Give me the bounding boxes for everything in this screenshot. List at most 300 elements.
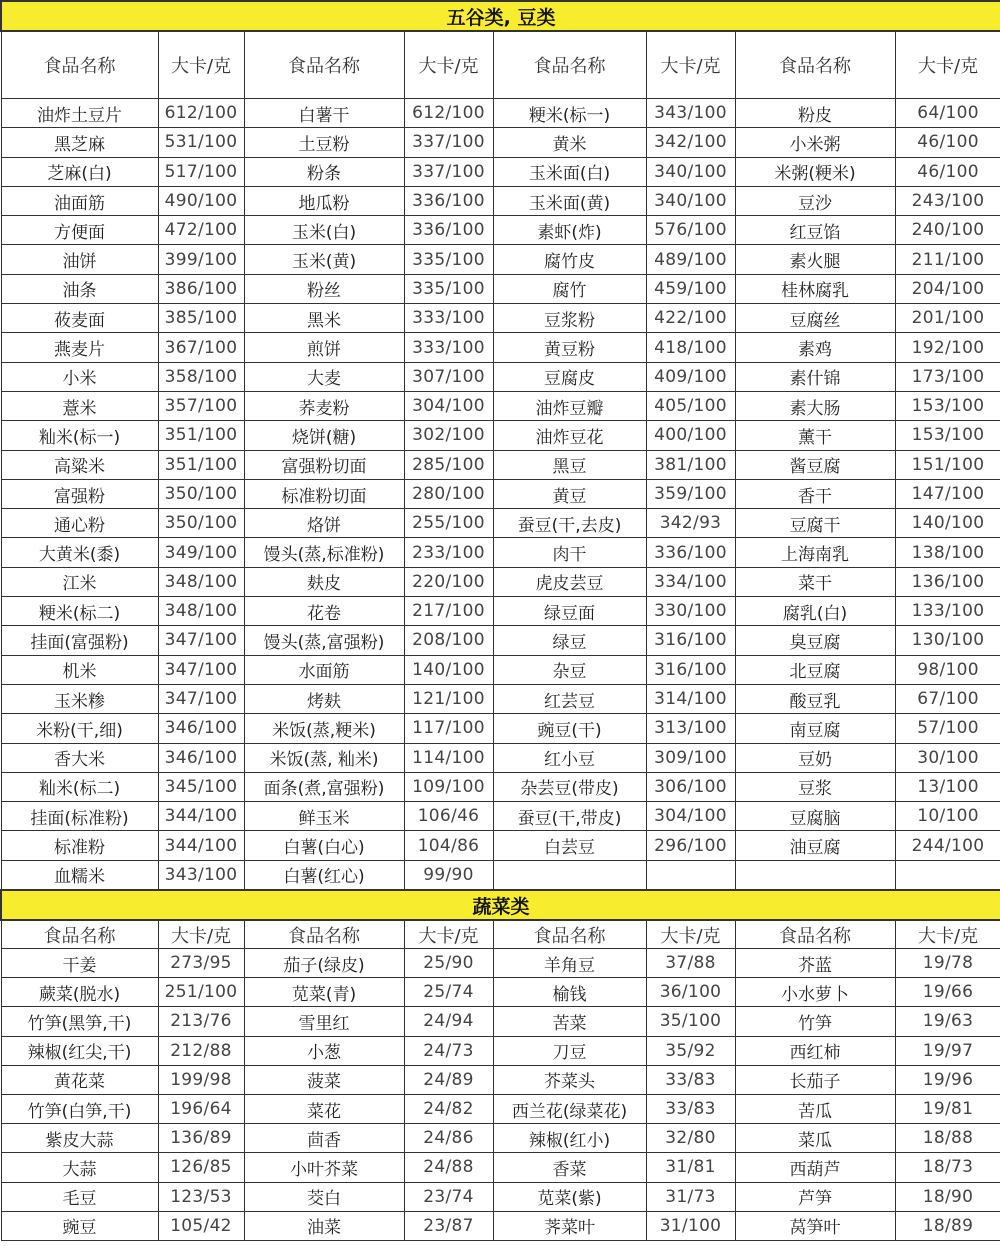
kcal-cell: 347/100 (158, 684, 244, 713)
food-name-cell: 茴香 (244, 1124, 404, 1153)
food-name-cell: 虎皮芸豆 (493, 567, 646, 596)
kcal-cell: 345/100 (158, 772, 244, 801)
food-name-cell: 素鸡 (735, 333, 895, 362)
kcal-cell: 273/95 (158, 949, 244, 978)
food-name-cell: 高粱米 (1, 450, 158, 479)
kcal-cell: 18/73 (895, 1153, 1000, 1182)
table-row (1, 597, 1000, 626)
kcal-cell: 109/100 (404, 772, 493, 801)
kcal-cell: 138/100 (895, 538, 1000, 567)
food-name-cell: 白薯干 (244, 99, 404, 128)
food-name-cell: 蚕豆(干,去皮) (493, 509, 646, 538)
food-name-cell: 雪里红 (244, 1007, 404, 1036)
table-row (1, 802, 1000, 831)
food-name-cell: 菜干 (735, 567, 895, 596)
kcal-cell: 136/89 (158, 1124, 244, 1153)
food-name-cell: 酸豆乳 (735, 684, 895, 713)
kcal-cell: 117/100 (404, 714, 493, 743)
food-name-cell: 小叶芥菜 (244, 1153, 404, 1182)
food-name-cell: 地瓜粉 (244, 186, 404, 215)
kcal-cell: 121/100 (404, 684, 493, 713)
food-name-cell: 荞麦粉 (244, 391, 404, 420)
food-name-cell: 绿豆 (493, 626, 646, 655)
table-row (1, 567, 1000, 596)
table-row (1, 1065, 1000, 1094)
kcal-cell: 336/100 (404, 186, 493, 215)
kcal-cell: 104/86 (404, 831, 493, 860)
table-row (1, 450, 1000, 479)
food-name-cell: 香干 (735, 479, 895, 508)
food-name-cell: 辣椒(红尖,干) (1, 1036, 158, 1065)
food-name-cell: 羊角豆 (493, 949, 646, 978)
kcal-cell: 217/100 (404, 597, 493, 626)
kcal-cell: 33/83 (646, 1094, 735, 1123)
food-name-cell: 豆腐丝 (735, 304, 895, 333)
header-kcal: 大卡/克 (646, 31, 735, 99)
food-name-cell: 小水萝卜 (735, 978, 895, 1007)
table-row (1, 99, 1000, 128)
kcal-cell: 309/100 (646, 743, 735, 772)
food-name-cell: 肉干 (493, 538, 646, 567)
kcal-cell: 23/87 (404, 1211, 493, 1240)
food-name-cell: 香菜 (493, 1153, 646, 1182)
food-name-cell: 机米 (1, 655, 158, 684)
food-name-cell: 大蒜 (1, 1153, 158, 1182)
kcal-cell: 255/100 (404, 509, 493, 538)
food-name-cell: 小葱 (244, 1036, 404, 1065)
food-name-cell: 米粥(粳米) (735, 157, 895, 186)
kcal-cell: 385/100 (158, 304, 244, 333)
kcal-cell: 346/100 (158, 743, 244, 772)
header-kcal: 大卡/克 (404, 920, 493, 949)
header-food-name: 食品名称 (493, 920, 646, 949)
table-row (1, 538, 1000, 567)
kcal-cell: 24/89 (404, 1065, 493, 1094)
kcal-cell: 459/100 (646, 274, 735, 303)
kcal-cell: 342/100 (646, 128, 735, 157)
food-name-cell: 大麦 (244, 362, 404, 391)
kcal-cell: 336/100 (404, 216, 493, 245)
food-name-cell: 米饭(蒸,粳米) (244, 714, 404, 743)
kcal-cell: 35/100 (646, 1007, 735, 1036)
kcal-cell: 335/100 (404, 274, 493, 303)
kcal-cell: 105/42 (158, 1211, 244, 1240)
food-name-cell: 玉米面(白) (493, 157, 646, 186)
food-name-cell: 辣椒(红小) (493, 1124, 646, 1153)
food-name-cell: 腐乳(白) (735, 597, 895, 626)
table-row (1, 391, 1000, 420)
kcal-cell: 32/80 (646, 1124, 735, 1153)
header-food-name: 食品名称 (244, 31, 404, 99)
food-name-cell: 菜花 (244, 1094, 404, 1123)
table-row (1, 304, 1000, 333)
food-name-cell: 馒头(蒸,富强粉) (244, 626, 404, 655)
food-name-cell: 黄豆粉 (493, 333, 646, 362)
kcal-cell: 46/100 (895, 157, 1000, 186)
food-name-cell: 粉丝 (244, 274, 404, 303)
food-name-cell: 红小豆 (493, 743, 646, 772)
food-name-cell: 玉米糁 (1, 684, 158, 713)
food-name-cell: 玉米(黄) (244, 245, 404, 274)
food-name-cell: 豆浆粉 (493, 304, 646, 333)
kcal-cell: 201/100 (895, 304, 1000, 333)
kcal-cell: 31/73 (646, 1182, 735, 1211)
food-name-cell: 竹笋(黑笋,干) (1, 1007, 158, 1036)
food-name-cell: 茭白 (244, 1182, 404, 1211)
header-kcal: 大卡/克 (646, 920, 735, 949)
food-name-cell: 通心粉 (1, 509, 158, 538)
kcal-cell: 336/100 (646, 538, 735, 567)
kcal-cell: 35/92 (646, 1036, 735, 1065)
kcal-cell: 350/100 (158, 479, 244, 508)
table-row (1, 626, 1000, 655)
food-name-cell: 杂豆 (493, 655, 646, 684)
kcal-cell: 140/100 (404, 655, 493, 684)
kcal-cell: 30/100 (895, 743, 1000, 772)
table-row (1, 128, 1000, 157)
header-food-name: 食品名称 (735, 31, 895, 99)
kcal-cell: 612/100 (404, 99, 493, 128)
food-name-cell: 苋菜(紫) (493, 1182, 646, 1211)
kcal-cell: 333/100 (404, 333, 493, 362)
kcal-cell: 211/100 (895, 245, 1000, 274)
food-name-cell: 黄米 (493, 128, 646, 157)
table-row (1, 743, 1000, 772)
kcal-cell: 349/100 (158, 538, 244, 567)
kcal-cell: 576/100 (646, 216, 735, 245)
table-row (1, 1007, 1000, 1036)
kcal-cell: 208/100 (404, 626, 493, 655)
food-name-cell: 小米粥 (735, 128, 895, 157)
kcal-cell: 23/74 (404, 1182, 493, 1211)
kcal-cell: 19/63 (895, 1007, 1000, 1036)
kcal-cell: 313/100 (646, 714, 735, 743)
food-name-cell: 粳米(标一) (493, 99, 646, 128)
kcal-cell: 19/81 (895, 1094, 1000, 1123)
table-row (1, 949, 1000, 978)
kcal-cell: 358/100 (158, 362, 244, 391)
food-name-cell: 米饭(蒸, 籼米) (244, 743, 404, 772)
food-name-cell: 豆沙 (735, 186, 895, 215)
kcal-cell: 251/100 (158, 978, 244, 1007)
food-name-cell: 香大米 (1, 743, 158, 772)
kcal-cell: 348/100 (158, 567, 244, 596)
kcal-cell: 25/74 (404, 978, 493, 1007)
kcal-cell: 64/100 (895, 99, 1000, 128)
food-name-cell: 玉米(白) (244, 216, 404, 245)
food-name-cell: 挂面(标准粉) (1, 802, 158, 831)
kcal-cell: 140/100 (895, 509, 1000, 538)
kcal-cell: 517/100 (158, 157, 244, 186)
food-name-cell: 莴笋叶 (735, 1211, 895, 1240)
kcal-cell: 153/100 (895, 391, 1000, 420)
table-row (1, 1211, 1000, 1240)
kcal-cell: 199/98 (158, 1065, 244, 1094)
kcal-cell: 490/100 (158, 186, 244, 215)
food-name-cell: 素什锦 (735, 362, 895, 391)
kcal-cell: 147/100 (895, 479, 1000, 508)
kcal-cell: 126/85 (158, 1153, 244, 1182)
table-row (1, 978, 1000, 1007)
header-food-name: 食品名称 (244, 920, 404, 949)
kcal-cell: 136/100 (895, 567, 1000, 596)
header-food-name: 食品名称 (493, 31, 646, 99)
kcal-cell: 233/100 (404, 538, 493, 567)
kcal-cell: 114/100 (404, 743, 493, 772)
food-name-cell: 标准粉 (1, 831, 158, 860)
food-name-cell: 蕨菜(脱水) (1, 978, 158, 1007)
kcal-cell: 330/100 (646, 597, 735, 626)
food-name-cell: 菠菜 (244, 1065, 404, 1094)
kcal-cell: 399/100 (158, 245, 244, 274)
table-row (1, 684, 1000, 713)
food-name-cell: 小米 (1, 362, 158, 391)
kcal-cell: 296/100 (646, 831, 735, 860)
kcal-cell: 340/100 (646, 186, 735, 215)
food-name-cell: 腐竹 (493, 274, 646, 303)
food-name-cell: 红芸豆 (493, 684, 646, 713)
food-name-cell: 白芸豆 (493, 831, 646, 860)
food-name-cell: 莜麦面 (1, 304, 158, 333)
food-name-cell: 大黄米(黍) (1, 538, 158, 567)
kcal-cell: 57/100 (895, 714, 1000, 743)
kcal-cell: 316/100 (646, 626, 735, 655)
table-row (1, 860, 1000, 890)
food-name-cell: 烧饼(糖) (244, 421, 404, 450)
food-name-cell: 刀豆 (493, 1036, 646, 1065)
kcal-cell: 18/89 (895, 1211, 1000, 1240)
food-name-cell: 黄花菜 (1, 1065, 158, 1094)
food-name-cell: 红豆馅 (735, 216, 895, 245)
food-name-cell: 土豆粉 (244, 128, 404, 157)
food-name-cell: 粉条 (244, 157, 404, 186)
header-kcal: 大卡/克 (895, 31, 1000, 99)
food-name-cell: 苦菜 (493, 1007, 646, 1036)
kcal-cell: 24/88 (404, 1153, 493, 1182)
food-name-cell: 茄子(绿皮) (244, 949, 404, 978)
food-name-cell: 紫皮大蒜 (1, 1124, 158, 1153)
food-name-cell: 芦笋 (735, 1182, 895, 1211)
kcal-cell: 220/100 (404, 567, 493, 596)
kcal-cell: 316/100 (646, 655, 735, 684)
kcal-cell: 531/100 (158, 128, 244, 157)
kcal-cell: 18/90 (895, 1182, 1000, 1211)
header-kcal: 大卡/克 (158, 31, 244, 99)
food-name-cell: 苦瓜 (735, 1094, 895, 1123)
food-name-cell: 北豆腐 (735, 655, 895, 684)
kcal-cell (646, 860, 735, 890)
kcal-cell: 173/100 (895, 362, 1000, 391)
kcal-cell: 344/100 (158, 802, 244, 831)
kcal-cell: 244/100 (895, 831, 1000, 860)
kcal-cell: 133/100 (895, 597, 1000, 626)
food-name-cell: 白薯(红心) (244, 860, 404, 890)
food-name-cell: 烙饼 (244, 509, 404, 538)
food-name-cell: 标准粉切面 (244, 479, 404, 508)
kcal-cell: 343/100 (646, 99, 735, 128)
food-name-cell: 血糯米 (1, 860, 158, 890)
food-name-cell: 面条(煮,富强粉) (244, 772, 404, 801)
kcal-cell: 37/88 (646, 949, 735, 978)
food-name-cell: 腐竹皮 (493, 245, 646, 274)
table-row (1, 245, 1000, 274)
food-name-cell: 菜瓜 (735, 1124, 895, 1153)
food-name-cell: 豆腐脑 (735, 802, 895, 831)
kcal-cell: 357/100 (158, 391, 244, 420)
kcal-cell: 99/90 (404, 860, 493, 890)
table-row (1, 362, 1000, 391)
food-name-cell: 麸皮 (244, 567, 404, 596)
food-name-cell: 黑米 (244, 304, 404, 333)
header-row (1, 920, 1000, 949)
kcal-cell: 304/100 (646, 802, 735, 831)
food-name-cell: 油条 (1, 274, 158, 303)
table-row (1, 1094, 1000, 1123)
kcal-cell: 346/100 (158, 714, 244, 743)
food-name-cell: 豆腐皮 (493, 362, 646, 391)
kcal-cell: 351/100 (158, 421, 244, 450)
food-name-cell: 油豆腐 (735, 831, 895, 860)
food-name-cell: 水面筋 (244, 655, 404, 684)
kcal-cell: 285/100 (404, 450, 493, 479)
food-name-cell: 煎饼 (244, 333, 404, 362)
kcal-cell: 24/94 (404, 1007, 493, 1036)
food-name-cell: 燕麦片 (1, 333, 158, 362)
kcal-cell: 344/100 (158, 831, 244, 860)
kcal-cell: 409/100 (646, 362, 735, 391)
food-name-cell: 榆钱 (493, 978, 646, 1007)
table-row (1, 1153, 1000, 1182)
kcal-cell: 106/46 (404, 802, 493, 831)
kcal-cell: 10/100 (895, 802, 1000, 831)
table-row (1, 772, 1000, 801)
kcal-cell: 612/100 (158, 99, 244, 128)
kcal-cell: 351/100 (158, 450, 244, 479)
kcal-cell: 24/73 (404, 1036, 493, 1065)
kcal-cell: 33/83 (646, 1065, 735, 1094)
kcal-cell: 151/100 (895, 450, 1000, 479)
kcal-cell: 306/100 (646, 772, 735, 801)
kcal-cell: 36/100 (646, 978, 735, 1007)
food-name-cell: 苋菜(青) (244, 978, 404, 1007)
table-row (1, 1036, 1000, 1065)
kcal-cell: 192/100 (895, 333, 1000, 362)
food-name-cell: 籼米(标二) (1, 772, 158, 801)
food-name-cell: 油炸豆瓣 (493, 391, 646, 420)
food-name-cell: 富强粉切面 (244, 450, 404, 479)
food-name-cell: 杂芸豆(带皮) (493, 772, 646, 801)
food-name-cell: 臭豆腐 (735, 626, 895, 655)
food-name-cell: 富强粉 (1, 479, 158, 508)
food-name-cell: 黑芝麻 (1, 128, 158, 157)
food-name-cell: 鲜玉米 (244, 802, 404, 831)
kcal-cell: 343/100 (158, 860, 244, 890)
food-name-cell: 上海南乳 (735, 538, 895, 567)
food-name-cell: 素虾(炸) (493, 216, 646, 245)
table-row (1, 1182, 1000, 1211)
food-name-cell: 素大肠 (735, 391, 895, 420)
kcal-cell: 123/53 (158, 1182, 244, 1211)
kcal-cell: 18/88 (895, 1124, 1000, 1153)
kcal-cell: 422/100 (646, 304, 735, 333)
food-name-cell: 干姜 (1, 949, 158, 978)
table-row (1, 186, 1000, 215)
table-row (1, 274, 1000, 303)
kcal-cell: 31/100 (646, 1211, 735, 1240)
food-name-cell: 粉皮 (735, 99, 895, 128)
kcal-cell: 335/100 (404, 245, 493, 274)
table-row (1, 714, 1000, 743)
kcal-cell: 367/100 (158, 333, 244, 362)
food-name-cell: 荠菜叶 (493, 1211, 646, 1240)
food-name-cell: 南豆腐 (735, 714, 895, 743)
header-kcal: 大卡/克 (404, 31, 493, 99)
food-name-cell: 油炸土豆片 (1, 99, 158, 128)
kcal-cell: 381/100 (646, 450, 735, 479)
table-row (1, 509, 1000, 538)
kcal-cell: 400/100 (646, 421, 735, 450)
kcal-cell: 472/100 (158, 216, 244, 245)
food-name-cell: 毛豆 (1, 1182, 158, 1211)
food-name-cell: 西葫芦 (735, 1153, 895, 1182)
table-row (1, 157, 1000, 186)
kcal-cell: 405/100 (646, 391, 735, 420)
food-name-cell: 籼米(标一) (1, 421, 158, 450)
kcal-cell: 337/100 (404, 128, 493, 157)
table-row (1, 655, 1000, 684)
food-name-cell: 薰干 (735, 421, 895, 450)
kcal-cell: 31/81 (646, 1153, 735, 1182)
kcal-cell: 19/78 (895, 949, 1000, 978)
kcal-cell: 67/100 (895, 684, 1000, 713)
kcal-cell: 350/100 (158, 509, 244, 538)
food-name-cell: 芝麻(白) (1, 157, 158, 186)
kcal-cell: 347/100 (158, 655, 244, 684)
food-name-cell: 竹笋 (735, 1007, 895, 1036)
kcal-cell: 213/76 (158, 1007, 244, 1036)
header-kcal: 大卡/克 (158, 920, 244, 949)
food-name-cell: 馒头(蒸,标准粉) (244, 538, 404, 567)
kcal-cell: 153/100 (895, 421, 1000, 450)
kcal-cell: 19/96 (895, 1065, 1000, 1094)
kcal-cell: 340/100 (646, 157, 735, 186)
food-name-cell: 花卷 (244, 597, 404, 626)
food-name-cell: 挂面(富强粉) (1, 626, 158, 655)
table-row (1, 333, 1000, 362)
food-name-cell: 素火腿 (735, 245, 895, 274)
food-name-cell: 粳米(标二) (1, 597, 158, 626)
kcal-cell: 196/64 (158, 1094, 244, 1123)
food-name-cell: 豌豆 (1, 1211, 158, 1240)
table-row (1, 1124, 1000, 1153)
table-row (1, 216, 1000, 245)
food-name-cell: 豌豆(干) (493, 714, 646, 743)
food-name-cell: 油饼 (1, 245, 158, 274)
kcal-cell: 386/100 (158, 274, 244, 303)
kcal-cell: 204/100 (895, 274, 1000, 303)
kcal-cell: 240/100 (895, 216, 1000, 245)
kcal-cell: 307/100 (404, 362, 493, 391)
kcal-cell: 359/100 (646, 479, 735, 508)
header-kcal: 大卡/克 (895, 920, 1000, 949)
food-name-cell (735, 860, 895, 890)
section-title: 蔬菜类 (1, 890, 1000, 920)
food-name-cell: 方便面 (1, 216, 158, 245)
food-name-cell: 江米 (1, 567, 158, 596)
kcal-cell: 24/82 (404, 1094, 493, 1123)
food-name-cell: 油面筋 (1, 186, 158, 215)
kcal-cell: 337/100 (404, 157, 493, 186)
